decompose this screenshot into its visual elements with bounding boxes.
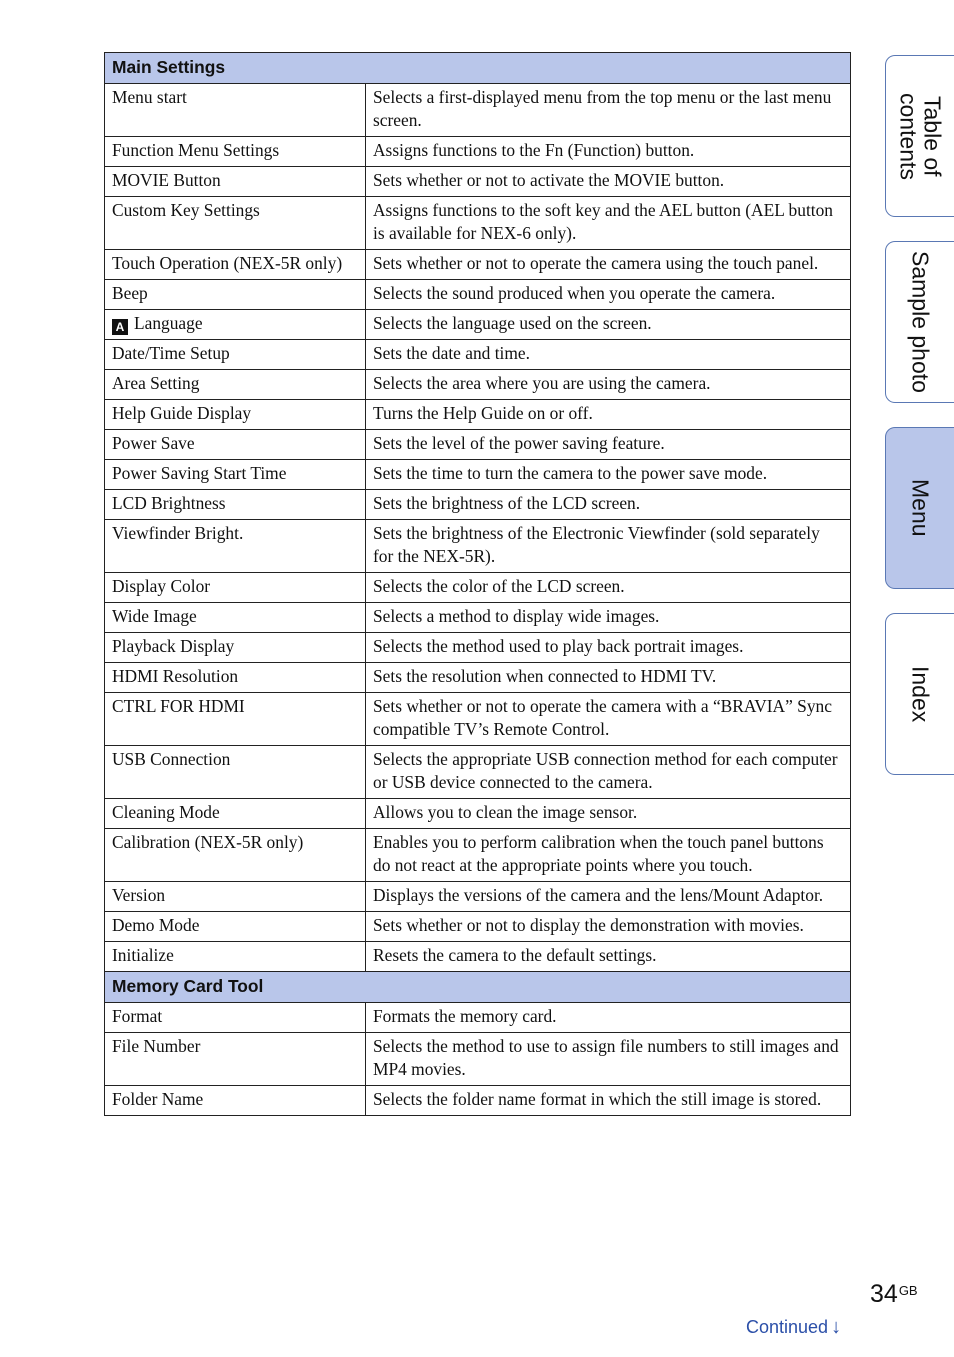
settings-table [104,52,851,1116]
setting-item-cell [105,1003,366,1033]
setting-description: Sets the brightness of the LCD screen. [366,490,851,520]
language-icon: A [112,319,128,335]
setting-item-cell [105,942,366,972]
side-tab-0[interactable] [885,55,954,217]
setting-description: Sets the time to turn the camera to the power save mode. [366,460,851,490]
setting-item-cell [105,573,366,603]
setting-item-label: Folder Name [112,1089,204,1109]
setting-item-cell [105,250,366,280]
setting-item-cell [105,460,366,490]
setting-item-label: Wide Image [112,606,197,626]
setting-item-label: Demo Mode [112,915,200,935]
table-row [105,280,851,310]
table-row [105,603,851,633]
setting-item-label: Cleaning Mode [112,802,220,822]
table-row [105,633,851,663]
setting-description: Sets the date and time. [366,340,851,370]
setting-item-cell [105,882,366,912]
setting-item-cell [105,490,366,520]
table-row [105,829,851,882]
setting-item-cell [105,693,366,746]
setting-item-label: Calibration (NEX-5R only) [112,832,304,852]
arrow-down-icon: ↓ [831,1316,842,1338]
setting-item-cell [105,1086,366,1116]
table-row [105,84,851,137]
table-row [105,250,851,280]
setting-item-label: Display Color [112,576,211,596]
table-row [105,799,851,829]
table-row [105,1003,851,1033]
table-row [105,490,851,520]
setting-description: Enables you to perform calibration when the touch panel buttons do not react at the appropriate points where you touch. [366,829,851,882]
setting-item-label: Power Save [112,433,195,453]
setting-item-label: Help Guide Display [112,403,252,423]
setting-description: Sets the brightness of the Electronic Viewfinder (sold separately for the NEX-5R). [366,520,851,573]
setting-item-cell [105,520,366,573]
page-suffix: GB [898,1283,918,1298]
continued-link[interactable] [746,1316,841,1339]
setting-item-label: Custom Key Settings [112,200,260,220]
setting-description: Selects the method used to play back portrait images. [366,633,851,663]
setting-item-label: HDMI Resolution [112,666,239,686]
setting-description: Assigns functions to the soft key and the AEL button (AEL button is available for NEX-6 only). [366,197,851,250]
setting-item-cell [105,633,366,663]
table-row [105,882,851,912]
setting-item-label: Beep [112,283,148,303]
setting-item-label: Playback Display [112,636,235,656]
setting-description: Selects the method to use to assign file numbers to still images and MP4 movies. [366,1033,851,1086]
setting-item-cell [105,280,366,310]
setting-item-label: CTRL FOR HDMI [112,696,245,716]
setting-description: Sets whether or not to activate the MOVIE button. [366,167,851,197]
table-row [105,942,851,972]
setting-description: Selects the language used on the screen. [366,310,851,340]
side-tab-label: Menu [907,479,934,537]
setting-description: Turns the Help Guide on or off. [366,400,851,430]
setting-description: Allows you to clean the image sensor. [366,799,851,829]
section-header [105,53,851,84]
setting-item-cell [105,197,366,250]
setting-item-label: Function Menu Settings [112,140,280,160]
setting-description: Formats the memory card. [366,1003,851,1033]
continued-label: Continued [746,1317,829,1337]
table-row [105,197,851,250]
setting-description: Selects the folder name format in which the still image is stored. [366,1086,851,1116]
setting-item-cell [105,1033,366,1086]
table-row [105,573,851,603]
section-header [105,972,851,1003]
page-number [870,1280,918,1309]
table-row [105,1033,851,1086]
setting-description: Sets the resolution when connected to HDMI TV. [366,663,851,693]
setting-item-cell [105,912,366,942]
setting-item-cell [105,829,366,882]
setting-description: Sets whether or not to operate the camera with a “BRAVIA” Sync compatible TV’s Remote Control. [366,693,851,746]
table-row [105,912,851,942]
setting-item-cell [105,137,366,167]
setting-description: Selects the color of the LCD screen. [366,573,851,603]
table-row [105,663,851,693]
setting-description: Selects the sound produced when you operate the camera. [366,280,851,310]
table-row [105,340,851,370]
setting-item-label: Language [134,313,203,333]
section-title: Main Settings [105,53,851,84]
setting-description: Assigns functions to the Fn (Function) button. [366,137,851,167]
table-row [105,746,851,799]
setting-item-label: Touch Operation (NEX-5R only) [112,253,343,273]
setting-item-cell [105,310,366,340]
setting-description: Selects the appropriate USB connection method for each computer or USB device connected to the camera. [366,746,851,799]
setting-item-label: Date/Time Setup [112,343,230,363]
setting-item-cell [105,663,366,693]
setting-item-cell [105,167,366,197]
table-row [105,370,851,400]
setting-description: Sets the level of the power saving feature. [366,430,851,460]
side-tab-3[interactable] [885,613,954,775]
setting-item-cell [105,799,366,829]
table-row [105,400,851,430]
setting-description: Displays the versions of the camera and the lens/Mount Adaptor. [366,882,851,912]
setting-description: Resets the camera to the default settings. [366,942,851,972]
setting-item-cell [105,746,366,799]
setting-item-cell [105,340,366,370]
setting-item-label: Power Saving Start Time [112,463,287,483]
setting-item-cell [105,370,366,400]
setting-item-cell [105,430,366,460]
table-row [105,137,851,167]
setting-item-label: MOVIE Button [112,170,221,190]
setting-description: Sets whether or not to operate the camera using the touch panel. [366,250,851,280]
setting-item-label: File Number [112,1036,201,1056]
setting-description: Selects a method to display wide images. [366,603,851,633]
setting-item-cell [105,400,366,430]
setting-item-cell [105,84,366,137]
page-number-value: 34 [870,1280,898,1308]
section-title: Memory Card Tool [105,972,851,1003]
setting-item-cell [105,603,366,633]
side-tab-2[interactable] [885,427,954,589]
table-row [105,167,851,197]
setting-item-label: USB Connection [112,749,231,769]
setting-item-label: LCD Brightness [112,493,226,513]
setting-description: Sets whether or not to display the demonstration with movies. [366,912,851,942]
side-tab-label: Table of contents [895,92,946,180]
side-tab-1[interactable] [885,241,954,403]
setting-item-label: Viewfinder Bright. [112,523,244,543]
table-row [105,1086,851,1116]
side-tab-label: Sample photo [907,251,934,393]
setting-item-label: Initialize [112,945,174,965]
side-tab-label: Index [907,665,934,723]
setting-item-label: Menu start [112,87,187,107]
table-row [105,520,851,573]
table-row [105,460,851,490]
setting-description: Selects the area where you are using the camera. [366,370,851,400]
setting-description: Selects a first-displayed menu from the top menu or the last menu screen. [366,84,851,137]
setting-item-label: Area Setting [112,373,200,393]
setting-item-label: Version [112,885,166,905]
table-row [105,693,851,746]
setting-item-label: Format [112,1006,163,1026]
table-row [105,310,851,340]
table-row [105,430,851,460]
